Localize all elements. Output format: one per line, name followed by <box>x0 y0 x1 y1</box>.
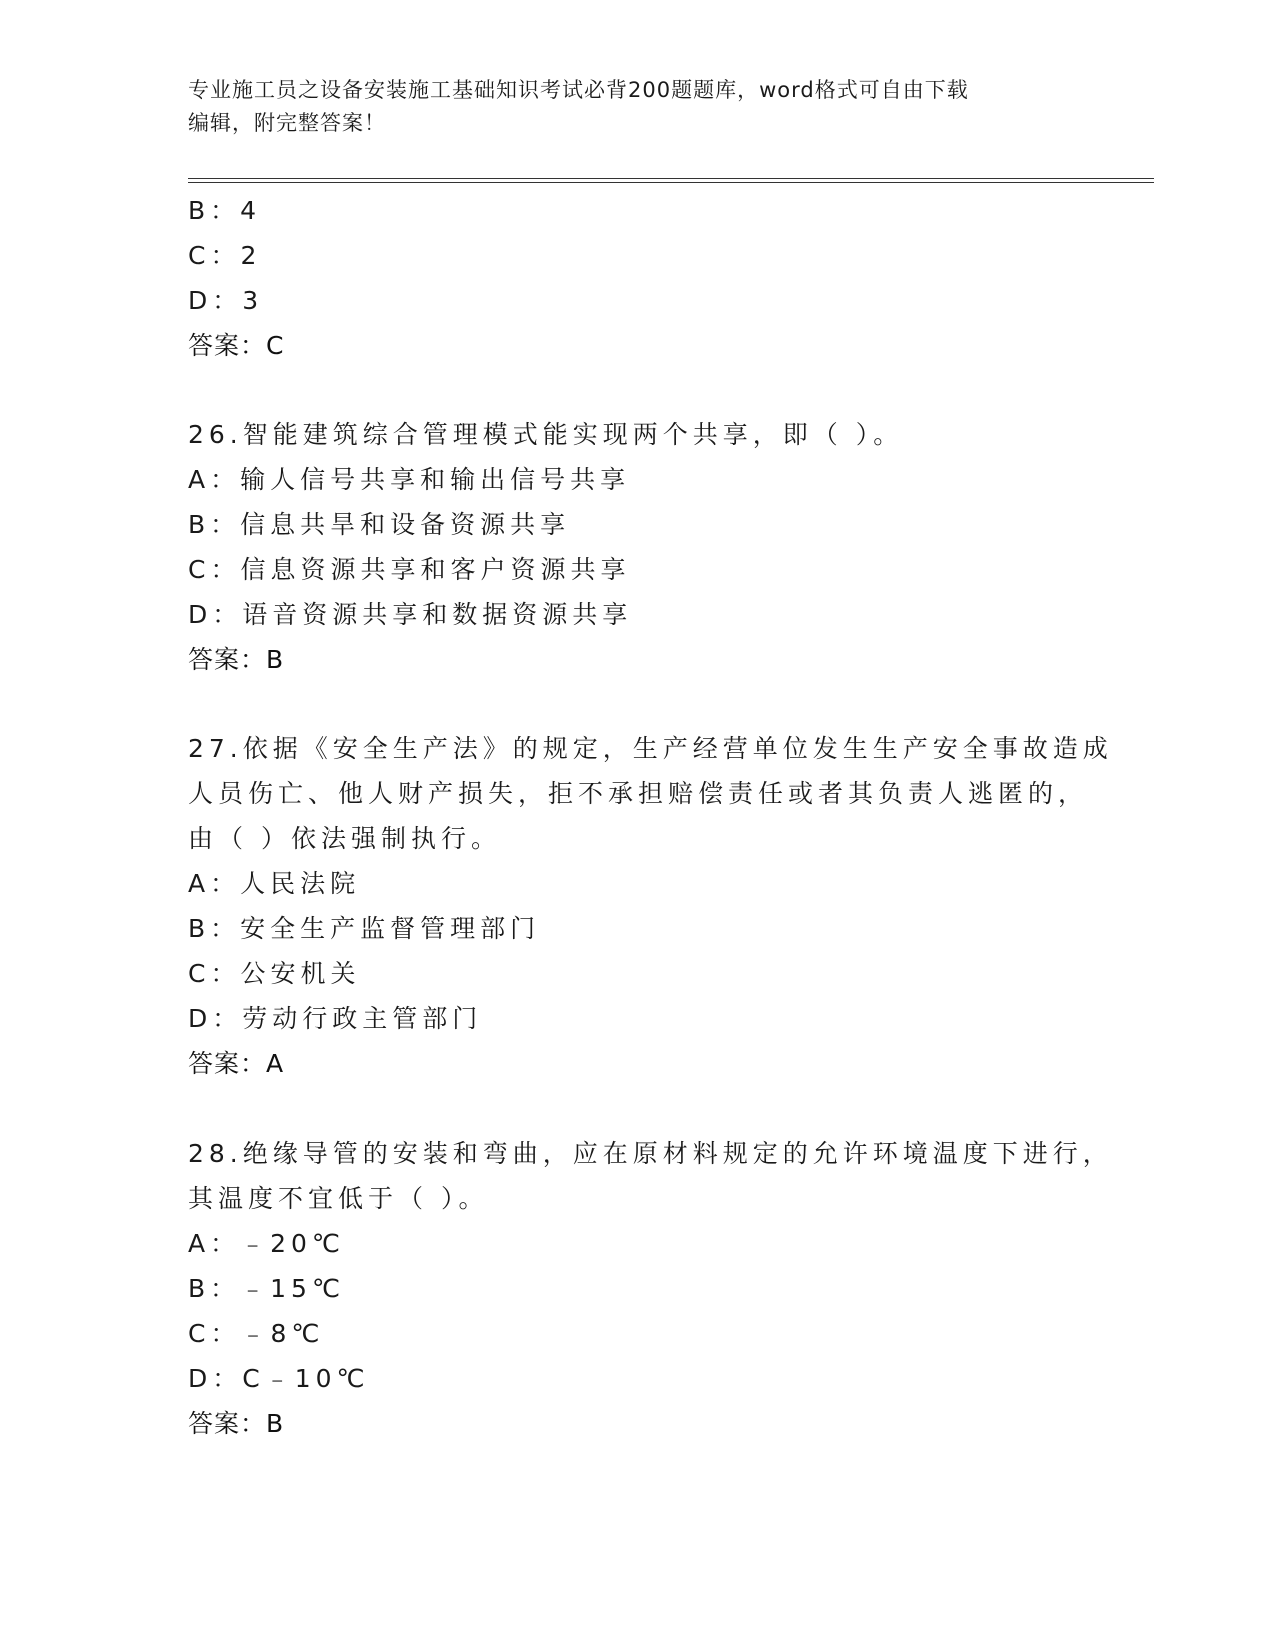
q28-option-c: C：﹣8℃ <box>188 1319 325 1348</box>
q26-option-d: D：语音资源共享和数据资源共享 <box>188 600 633 629</box>
q28-option-a: A：﹣20℃ <box>188 1229 345 1258</box>
q26-answer: 答案：B <box>188 645 285 674</box>
q27-answer: 答案：A <box>188 1049 285 1078</box>
q27-stem-line-1: 27.依据《安全生产法》的规定，生产经营单位发生生产安全事故造成 <box>188 734 1113 763</box>
q25-option-b: B：4 <box>188 196 262 225</box>
q28-stem-line-1: 28.绝缘导管的安装和弯曲，应在原材料规定的允许环境温度下进行， <box>188 1139 1113 1168</box>
q25-answer: 答案：C <box>188 331 285 360</box>
q25-option-c: C：2 <box>188 241 262 270</box>
q26-option-b: B：信息共旱和设备资源共享 <box>188 510 571 539</box>
q28-answer: 答案：B <box>188 1409 285 1438</box>
q27-option-b: B：安全生产监督管理部门 <box>188 914 541 943</box>
q27-option-c: C：公安机关 <box>188 959 361 988</box>
q27-option-d: D：劳动行政主管部门 <box>188 1004 483 1033</box>
q26-option-c: C：信息资源共享和客户资源共享 <box>188 555 631 584</box>
header-divider-bottom <box>188 182 1154 183</box>
q27-option-a: A：人民法院 <box>188 869 361 898</box>
q27-stem-line-3: 由（ ）依法强制执行。 <box>188 824 501 853</box>
header-line-2: 编辑，附完整答案！ <box>188 111 386 135</box>
document-header <box>188 74 1108 140</box>
q28-option-d: D：C﹣10℃ <box>188 1364 370 1393</box>
q28-stem-line-2: 其温度不宜低于（ ）。 <box>188 1184 489 1213</box>
header-line-1: 专业施工员之设备安装施工基础知识考试必背200题题库，word格式可自由下载 <box>188 78 969 102</box>
q27-stem-line-2: 人员伤亡、他人财产损失，拒不承担赔偿责任或者其负责人逃匿的， <box>188 779 1089 808</box>
q26-stem: 26.智能建筑综合管理模式能实现两个共享，即（ ）。 <box>188 420 904 449</box>
header-divider-top <box>188 178 1154 179</box>
q25-option-d: D：3 <box>188 286 264 315</box>
q28-option-b: B：﹣15℃ <box>188 1274 346 1303</box>
q26-option-a: A：输人信号共享和输出信号共享 <box>188 465 631 494</box>
